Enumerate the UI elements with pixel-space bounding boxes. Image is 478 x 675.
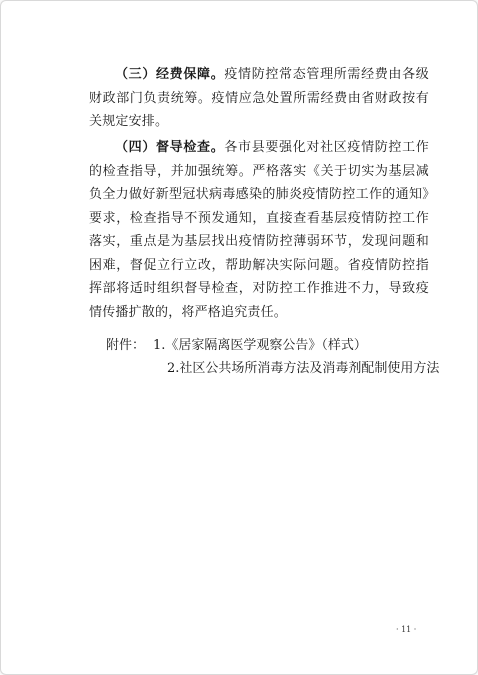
paragraph-supervision (89, 136, 429, 324)
attachment-item-1: 1.《居家隔离医学观察公告》（样式） (153, 338, 367, 353)
section-heading-funding: （三）经费保障。 (115, 67, 225, 82)
paragraph-funding-body: 疫情防控常态管理所需经费由各级财政部门负责统筹。疫情应急处置所需经费由省财政按有关规定安排。 (89, 67, 429, 129)
attachment-item-2: 2.社区公共场所消毒方法及消毒剂配制使用方法 (167, 361, 440, 376)
page-number: · 11 · (396, 625, 417, 634)
paragraph-funding (89, 63, 429, 134)
attachments-label: 附件： (106, 338, 146, 353)
paragraph-supervision-body: 各市县要强化对社区疫情防控工作的检查指导，并加强统筹。严格落实《关于切实为基层减负全力做好新型冠状病毒感染的肺炎疫情防控工作的通知》要求，检查指导不预发通知，直接查看基层疫情防控工作落实，重点是为基层找出疫情防控薄弱环节，发现问题和困难，督促立行立改，帮助解决实际问题。省疫情防控指挥部将适时组织督导检查，对防控工作推进不力，导致疫情传播扩散的，将严格追究责任。 (89, 140, 429, 320)
section-heading-supervision: （四）督导检查。 (115, 140, 225, 155)
